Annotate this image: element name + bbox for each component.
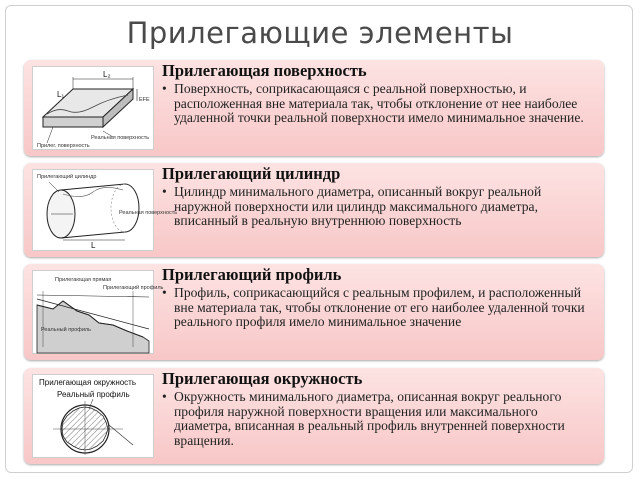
label-adjacent-circle: Прилегающая окружность	[39, 378, 137, 387]
label-adjacent-surface: Прилег. поверхность	[37, 143, 90, 149]
card-text: • Поверхность, соприкасающаяся с реальной поверхностью, и расположенная вне материала так, чтобы отклонение от нее наиболее удаленной точки реальной поверхности имело минимальное значение.	[162, 82, 596, 126]
card-adjacent-surface	[24, 60, 604, 156]
card-heading: Прилегающая окружность	[162, 369, 363, 388]
card-adjacent-circle	[24, 368, 604, 464]
label-l2: L₂	[103, 70, 111, 79]
label-real-surface: Реальная поверхность	[119, 210, 178, 216]
card-heading: Прилегающая поверхность	[162, 61, 367, 80]
label-real-profile: Реальный профиль	[57, 390, 130, 399]
figure-adjacent-profile	[32, 270, 164, 354]
label-adjacent-profile: Прилегающий профиль	[103, 285, 164, 291]
label-real-profile: Реальный профиль	[41, 327, 91, 333]
card-adjacent-profile	[24, 264, 604, 360]
card-text: • Окружность минимального диаметра, описанная вокруг реального профиля наружной поверхности вращения или максимального диаметра, вписанная в реальный профиль внутренней поверхности вращения.	[162, 390, 596, 448]
slide-title: Прилегающие элементы	[126, 16, 514, 50]
card-heading: Прилегающий профиль	[162, 265, 342, 284]
card-heading: Прилегающий цилиндр	[162, 164, 341, 183]
label-adjacent-cylinder: Прилегающий цилиндр	[37, 174, 97, 180]
figure-adjacent-circle	[32, 374, 154, 458]
card-adjacent-cylinder	[24, 163, 604, 257]
card-text: • Профиль, соприкасающийся с реальным профилем, и расположенный вне материала так, чтобы отклонение от его наиболее удаленной точки реального профиля имело минимальное значение	[162, 286, 596, 330]
label-real-surface: Реальная поверхность	[91, 135, 150, 141]
label-l1: L₁	[57, 90, 65, 99]
figure-adjacent-surface	[32, 66, 154, 150]
label-length: L	[91, 241, 96, 250]
label-efe: EFE	[139, 97, 150, 103]
label-adjacent-line: Прилегающая прямая	[55, 277, 112, 283]
figure-adjacent-cylinder	[32, 169, 178, 251]
card-text: • Цилиндр минимального диаметра, описанный вокруг реальной наружной поверхности или цилиндр максимального диаметра, вписанный в реальную внутреннюю поверхность	[162, 185, 596, 229]
